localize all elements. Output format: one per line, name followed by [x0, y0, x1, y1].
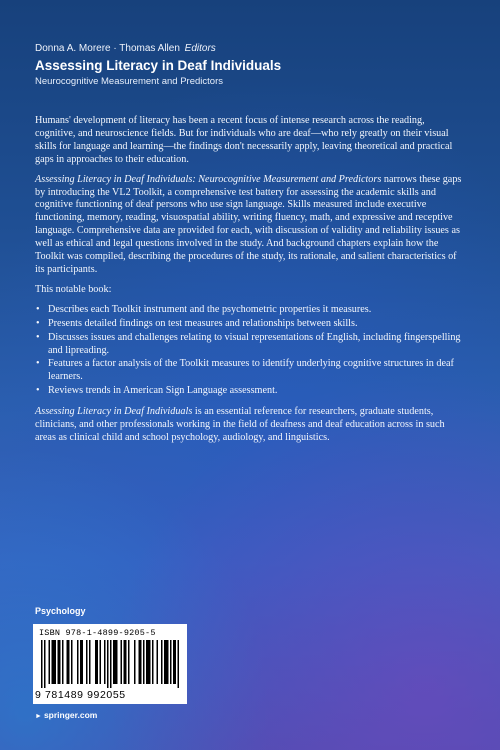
category-label: Psychology — [35, 606, 86, 616]
barcode-bar — [80, 640, 83, 684]
blurb-p3-title: Assessing Literacy in Deaf Individuals — [35, 406, 193, 418]
barcode-bar — [62, 640, 64, 684]
barcode-bar — [157, 640, 159, 684]
list-intro: This notable book: — [35, 283, 112, 295]
barcode-bar — [107, 640, 109, 688]
barcode-bar — [89, 640, 91, 684]
barcode-bar — [124, 640, 127, 684]
barcode-bar — [152, 640, 154, 684]
editors-label: Editors — [184, 43, 216, 54]
publisher-website — [35, 710, 97, 720]
barcode-bar — [58, 640, 61, 684]
website-text: springer.com — [43, 710, 98, 720]
barcode-bar — [95, 640, 98, 684]
barcode-bar — [161, 640, 163, 684]
list-item: • Features a factor analysis of the Toolkit measures to identify underlying cognitive structures in deaf learners. — [35, 358, 465, 384]
list-item: • Presents detailed findings on test measures and relationships between skills. — [35, 318, 465, 331]
list-item: • Discusses issues and challenges relating to visual representations of English, including fingerspelling and lipreading. — [35, 332, 465, 358]
barcode-bars-icon — [41, 640, 179, 688]
blurb-p2-text: narrows these gaps by introducing the VL2 Toolkit, a comprehensive test battery for assessing the academic skills and cognitive functioning of deaf persons who use sign language. Skills measured include executive functioning, memory, reading, visuospatial ability, writing fluency, math, and expressive and receptive language. Comprehensive data are provided for each, with discussion of validity and reliability issues as well as ethical and legal questions involved in the study. And background chapters explain how the Toolkit was compiled, describing the procedures of the study, its rationale, and salient characteristics of its participants. — [35, 173, 462, 275]
barcode-bar — [170, 640, 172, 684]
book-subtitle: Neurocognitive Measurement and Predictors — [35, 76, 223, 87]
barcode-bar — [110, 640, 112, 688]
blurb-paragraph-3 — [35, 406, 465, 445]
blurb — [35, 115, 465, 452]
barcode-bar — [178, 640, 180, 688]
barcode-bar — [52, 640, 57, 684]
barcode-bar — [173, 640, 176, 684]
barcode-digits: 9 781489 992055 — [35, 689, 126, 701]
blurb-paragraph-2 — [35, 174, 465, 277]
barcode-bar — [113, 640, 118, 684]
barcode — [33, 624, 187, 704]
feature-list — [35, 304, 465, 398]
book-title: Assessing Literacy in Deaf Individuals — [35, 58, 282, 73]
barcode-bar — [100, 640, 102, 684]
editors-line — [35, 42, 465, 55]
blurb-paragraph-1: Humans' development of literacy has been a recent focus of intense research across the reading, cognitive, and neuroscience fields. But for individuals who are deaf—who rely greatly on their visual skills for language and learning—the findings don't necessarily apply, leaving theoretical and practical gaps in approaches to their education. — [35, 115, 453, 165]
barcode-bar — [134, 640, 136, 684]
isbn-text: ISBN 978-1-4899-9205-5 — [39, 628, 156, 638]
barcode-bar — [128, 640, 130, 684]
barcode-bar — [121, 640, 123, 684]
blurb-p3-text: is an essential reference for researchers, graduate students, clinicians, and other professionals working in the field of deafness and deaf education across in such areas as clinical child and school psychology, audiology, and linguistics. — [35, 406, 445, 443]
barcode-bar — [44, 640, 46, 688]
barcode-bar — [67, 640, 70, 684]
barcode-bar — [41, 640, 43, 688]
barcode-bar — [164, 640, 169, 684]
list-item: • Reviews trends in American Sign Language assessment. — [35, 385, 465, 398]
barcode-bar — [104, 640, 106, 684]
barcode-bar — [86, 640, 88, 684]
barcode-bar — [71, 640, 73, 684]
barcode-bar — [143, 640, 145, 684]
barcode-bar — [77, 640, 79, 684]
editor-names: Donna A. Morere · Thomas Allen — [35, 43, 180, 54]
barcode-bar — [49, 640, 51, 684]
barcode-bar — [146, 640, 151, 684]
barcode-bar — [139, 640, 142, 684]
list-item: • Describes each Toolkit instrument and the psychometric properties it measures. — [35, 304, 465, 317]
arrow-right-icon: ► — [35, 713, 42, 720]
cover-header — [35, 42, 465, 88]
blurb-p2-title: Assessing Literacy in Deaf Individuals: Neurocognitive Measurement and Predictors — [35, 173, 382, 185]
